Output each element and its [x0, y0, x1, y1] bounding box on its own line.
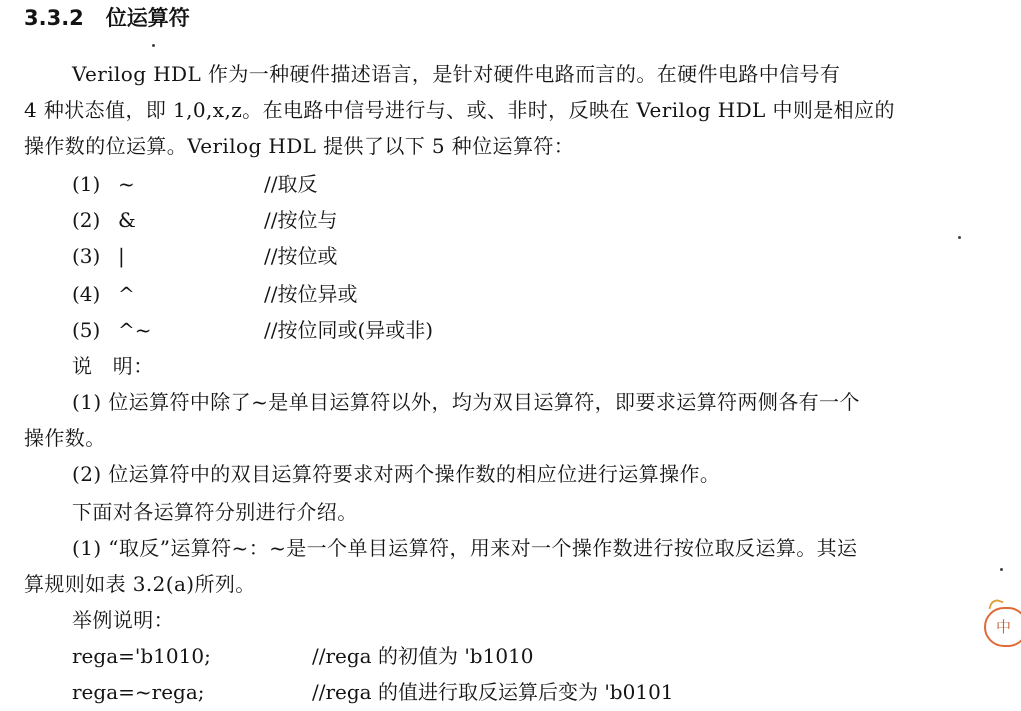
scan-speck — [1000, 568, 1003, 571]
operator-comment: //按位与 — [264, 208, 338, 232]
sprout-icon — [988, 597, 1003, 612]
operator-number: (5) — [72, 318, 101, 342]
operator-comment: //按位同或(异或非) — [264, 318, 434, 342]
operator-number: (2) — [72, 208, 101, 232]
code-statement: rega='b1010; — [72, 644, 211, 668]
intro-line-1: Verilog HDL 作为一种硬件描述语言，是针对硬件电路而言的。在硬件电路中信号有 — [72, 62, 841, 86]
scan-speck — [152, 44, 155, 47]
section-title: 位运算符 — [105, 6, 190, 30]
operator-number: (1) — [72, 172, 101, 196]
section-heading — [24, 4, 190, 32]
operator-symbol: ^ — [118, 282, 135, 306]
negation-line-1: (1) “取反”运算符~：~是一个单目运算符，用来对一个操作数进行按位取反运算。其运 — [72, 536, 858, 560]
ime-indicator-label: 中 — [996, 618, 1012, 636]
note-line-2: 操作数。 — [24, 426, 106, 450]
operator-number: (3) — [72, 244, 101, 268]
intro-line-2: 4 种状态值，即 1,0,x,z。在电路中信号进行与、或、非时，反映在 Verilog HDL 中则是相应的 — [24, 98, 895, 122]
operator-symbol: | — [118, 244, 125, 268]
operator-symbol: ~ — [118, 172, 135, 196]
example-label: 举例说明： — [72, 608, 174, 632]
code-statement: rega=~rega; — [72, 680, 205, 704]
code-comment: //rega 的值进行取反运算后变为 'b0101 — [312, 680, 674, 704]
following-line: 下面对各运算符分别进行介绍。 — [72, 500, 358, 524]
negation-line-2: 算规则如表 3.2(a)所列。 — [24, 572, 256, 596]
code-comment: //rega 的初值为 'b1010 — [312, 644, 534, 668]
ime-indicator[interactable] — [984, 607, 1021, 647]
notes-label: 说 明： — [72, 354, 154, 378]
operator-comment: //取反 — [264, 172, 318, 196]
note-line-3: (2) 位运算符中的双目运算符要求对两个操作数的相应位进行运算操作。 — [72, 462, 721, 486]
intro-line-3: 操作数的位运算。Verilog HDL 提供了以下 5 种位运算符： — [24, 134, 575, 158]
scan-speck — [958, 236, 961, 239]
operator-comment: //按位异或 — [264, 282, 358, 306]
note-line-1: (1) 位运算符中除了~是单目运算符以外，均为双目运算符，即要求运算符两侧各有一个 — [72, 390, 860, 414]
operator-comment: //按位或 — [264, 244, 338, 268]
section-number: 3.3.2 — [24, 6, 84, 30]
operator-symbol: ^~ — [118, 318, 152, 342]
operator-symbol: & — [118, 208, 136, 232]
operator-number: (4) — [72, 282, 101, 306]
